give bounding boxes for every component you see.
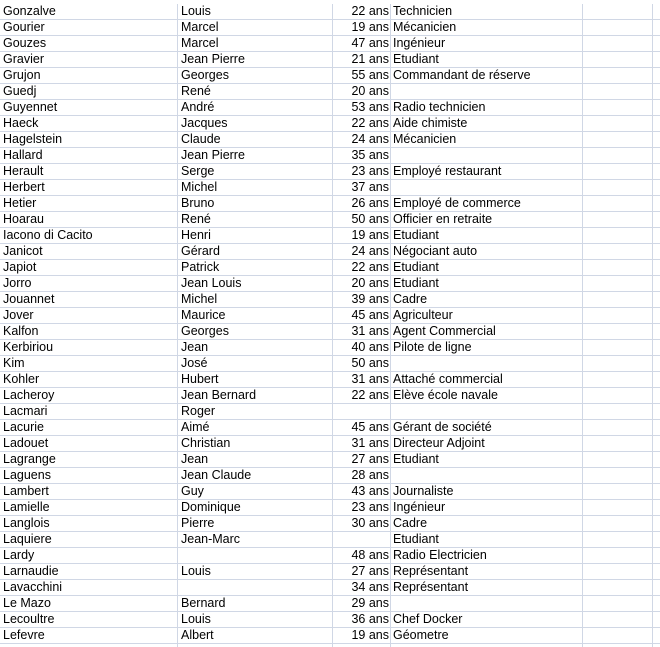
table-row (0, 228, 660, 244)
cell-prenom[interactable]: René (181, 212, 211, 226)
table-row (0, 196, 660, 212)
cell-nom[interactable]: Lefevre (3, 628, 45, 642)
cell-profession[interactable] (393, 148, 581, 163)
cell-nom[interactable]: Guedj (3, 84, 37, 98)
cell-prenom[interactable]: Jean-Marc (181, 532, 241, 546)
table-row (0, 372, 660, 388)
cell-nom[interactable]: Gonzalve (3, 4, 56, 18)
cell-prenom[interactable]: Christian (181, 436, 231, 450)
cell-age[interactable]: 21 ans (351, 52, 389, 66)
cell-age[interactable]: 22 ans (351, 4, 389, 18)
table-row (0, 276, 660, 292)
cell-age[interactable]: 39 ans (351, 292, 389, 306)
cell-prenom[interactable] (181, 580, 331, 595)
cell-nom[interactable]: Langlois (3, 516, 50, 530)
cell-prenom[interactable]: Louis (181, 564, 211, 578)
cell-profession[interactable]: Etudiant (393, 260, 439, 274)
cell-profession[interactable] (393, 596, 581, 611)
table-row (0, 564, 660, 580)
cell-nom[interactable]: Lambert (3, 484, 49, 498)
cell-nom[interactable]: Lardy (3, 548, 35, 562)
table-row (0, 116, 660, 132)
cell-prenom[interactable]: Georges (181, 324, 229, 338)
cell-nom[interactable]: Lacheroy (3, 388, 55, 402)
cell-nom[interactable]: Le Mazo (3, 596, 51, 610)
cell-nom[interactable]: Laquiere (3, 532, 52, 546)
cell-nom[interactable]: Lagrange (3, 452, 56, 466)
cell-profession[interactable]: Directeur Adjoint (393, 436, 485, 450)
cell-age[interactable]: 19 ans (351, 628, 389, 642)
cell-nom[interactable]: Herault (3, 164, 44, 178)
cell-profession[interactable]: Cadre (393, 292, 428, 306)
cell-age[interactable]: 50 ans (351, 356, 389, 370)
spreadsheet-grid (0, 4, 660, 647)
cell-age[interactable]: 53 ans (351, 100, 389, 114)
cell-profession[interactable]: Représentant (393, 580, 469, 594)
cell-nom[interactable]: Kim (3, 356, 25, 370)
cell-profession[interactable]: Ingénieur (393, 500, 446, 514)
cell-nom[interactable]: Kalfon (3, 324, 39, 338)
cell-profession[interactable]: Cadre (393, 516, 428, 530)
table-row (0, 532, 660, 548)
cell-prenom[interactable]: Albert (181, 628, 214, 642)
cell-prenom[interactable]: Jean (181, 452, 209, 466)
cell-age[interactable]: 19 ans (351, 228, 389, 242)
table-row (0, 628, 660, 644)
table-row (0, 436, 660, 452)
cell-profession[interactable]: Négociant auto (393, 244, 478, 258)
cell-nom[interactable]: Guyennet (3, 100, 58, 114)
cell-profession[interactable] (393, 180, 581, 195)
cell-prenom[interactable]: Jean Bernard (181, 388, 257, 402)
cell-nom[interactable]: Haeck (3, 116, 39, 130)
cell-age[interactable]: 45 ans (351, 420, 389, 434)
table-row (0, 596, 660, 612)
table-row (0, 180, 660, 196)
cell-age[interactable]: 22 ans (351, 388, 389, 402)
cell-nom[interactable]: Japiot (3, 260, 37, 274)
cell-prenom[interactable]: Jean Pierre (181, 52, 245, 66)
table-row (0, 52, 660, 68)
cell-prenom[interactable] (181, 548, 331, 563)
cell-profession[interactable]: Etudiant (393, 228, 439, 242)
cell-age[interactable]: 27 ans (351, 452, 389, 466)
cell-prenom[interactable]: Marcel (181, 36, 219, 50)
cell-nom[interactable]: Jover (3, 308, 34, 322)
cell-nom[interactable]: Lacmari (3, 404, 48, 418)
cell-age[interactable]: 47 ans (351, 36, 389, 50)
cell-age[interactable]: 27 ans (351, 564, 389, 578)
cell-prenom[interactable]: Claude (181, 132, 221, 146)
cell-profession[interactable]: Gérant de société (393, 420, 492, 434)
table-row (0, 84, 660, 100)
cell-nom[interactable]: Janicot (3, 244, 43, 258)
table-row (0, 260, 660, 276)
cell-nom[interactable]: Lavacchini (3, 580, 63, 594)
cell-prenom[interactable]: Roger (181, 404, 216, 418)
cell-age[interactable]: 20 ans (351, 84, 389, 98)
cell-age[interactable]: 48 ans (351, 548, 389, 562)
cell-age[interactable]: 24 ans (351, 244, 389, 258)
table-row (0, 484, 660, 500)
cell-profession[interactable] (393, 84, 581, 99)
table-row (0, 580, 660, 596)
table-row (0, 148, 660, 164)
table-row (0, 308, 660, 324)
cell-age[interactable]: 31 ans (351, 436, 389, 450)
table-row (0, 500, 660, 516)
cell-age[interactable]: 55 ans (351, 68, 389, 82)
cell-profession[interactable]: Employé de commerce (393, 196, 521, 210)
cell-prenom[interactable]: Jacques (181, 116, 228, 130)
cell-age[interactable] (336, 404, 389, 419)
cell-profession[interactable] (393, 404, 581, 419)
table-row (0, 612, 660, 628)
table-row (0, 4, 660, 20)
cell-profession[interactable]: Employé restaurant (393, 164, 502, 178)
cell-age[interactable]: 31 ans (351, 324, 389, 338)
cell-profession[interactable] (393, 468, 581, 483)
cell-profession[interactable]: Géometre (393, 628, 449, 642)
cell-age[interactable]: 37 ans (351, 180, 389, 194)
cell-profession[interactable]: Officier en retraite (393, 212, 493, 226)
cell-profession[interactable]: Etudiant (393, 52, 439, 66)
cell-age[interactable]: 24 ans (351, 132, 389, 146)
cell-age[interactable]: 19 ans (351, 20, 389, 34)
cell-age[interactable]: 20 ans (351, 276, 389, 290)
cell-nom[interactable]: Jorro (3, 276, 32, 290)
table-row (0, 244, 660, 260)
cell-profession[interactable]: Agriculteur (393, 308, 453, 322)
cell-prenom[interactable]: Marcel (181, 20, 219, 34)
cell-nom[interactable]: Kerbiriou (3, 340, 54, 354)
cell-prenom[interactable]: Dominique (181, 500, 241, 514)
cell-profession[interactable]: Radio technicien (393, 100, 486, 114)
cell-prenom[interactable]: Michel (181, 292, 218, 306)
cell-prenom[interactable]: Bruno (181, 196, 215, 210)
cell-profession[interactable]: Chef Docker (393, 612, 463, 626)
cell-nom[interactable]: Lecoultre (3, 612, 55, 626)
table-row (0, 516, 660, 532)
cell-nom[interactable]: Laguens (3, 468, 51, 482)
cell-profession[interactable]: Mécanicien (393, 132, 457, 146)
cell-profession[interactable]: Technicien (393, 4, 453, 18)
cell-nom[interactable]: Gourier (3, 20, 45, 34)
table-row (0, 324, 660, 340)
table-row (0, 452, 660, 468)
table-row (0, 68, 660, 84)
table-row (0, 420, 660, 436)
cell-profession[interactable]: Etudiant (393, 532, 439, 546)
cell-prenom[interactable]: Serge (181, 164, 215, 178)
cell-prenom[interactable]: Pierre (181, 516, 215, 530)
table-row (0, 404, 660, 420)
cell-age[interactable]: 36 ans (351, 612, 389, 626)
cell-nom[interactable]: Jouannet (3, 292, 55, 306)
cell-profession[interactable]: Ingénieur (393, 36, 446, 50)
cell-prenom[interactable]: André (181, 100, 215, 114)
cell-prenom[interactable]: René (181, 84, 211, 98)
cell-prenom[interactable]: José (181, 356, 208, 370)
cell-profession[interactable]: Journaliste (393, 484, 454, 498)
cell-age[interactable]: 35 ans (351, 148, 389, 162)
cell-age[interactable]: 30 ans (351, 516, 389, 530)
cell-nom[interactable]: Gouzes (3, 36, 47, 50)
table-row (0, 468, 660, 484)
cell-profession[interactable]: Elève école navale (393, 388, 498, 402)
cell-profession[interactable]: Représentant (393, 564, 469, 578)
cell-age[interactable]: 22 ans (351, 260, 389, 274)
cell-age[interactable]: 23 ans (351, 164, 389, 178)
cell-nom[interactable]: Hallard (3, 148, 43, 162)
cell-age[interactable]: 34 ans (351, 580, 389, 594)
cell-age[interactable]: 45 ans (351, 308, 389, 322)
cell-profession[interactable]: Agent Commercial (393, 324, 496, 338)
cell-nom[interactable]: Lamielle (3, 500, 50, 514)
table-row (0, 292, 660, 308)
cell-prenom[interactable]: Bernard (181, 596, 226, 610)
table-row (0, 548, 660, 564)
cell-nom[interactable]: Grujon (3, 68, 41, 82)
cell-profession[interactable]: Etudiant (393, 452, 439, 466)
cell-nom[interactable]: Herbert (3, 180, 45, 194)
cell-age[interactable]: 26 ans (351, 196, 389, 210)
cell-prenom[interactable]: Aimé (181, 420, 210, 434)
cell-profession[interactable] (393, 356, 581, 371)
cell-age[interactable]: 40 ans (351, 340, 389, 354)
cell-age[interactable]: 22 ans (351, 116, 389, 130)
cell-age[interactable]: 50 ans (351, 212, 389, 226)
cell-prenom[interactable]: Maurice (181, 308, 226, 322)
cell-nom[interactable]: Hoarau (3, 212, 44, 226)
cell-nom[interactable]: Larnaudie (3, 564, 59, 578)
cell-prenom[interactable]: Hubert (181, 372, 219, 386)
cell-profession[interactable]: Pilote de ligne (393, 340, 472, 354)
cell-profession[interactable]: Attaché commercial (393, 372, 503, 386)
cell-prenom[interactable]: Gérard (181, 244, 220, 258)
cell-age[interactable]: 43 ans (351, 484, 389, 498)
cell-nom[interactable]: Lacurie (3, 420, 44, 434)
cell-nom[interactable]: Iacono di Cacito (3, 228, 93, 242)
cell-prenom[interactable]: Louis (181, 4, 211, 18)
cell-profession[interactable]: Etudiant (393, 276, 439, 290)
cell-profession[interactable]: Mécanicien (393, 20, 457, 34)
cell-prenom[interactable]: Patrick (181, 260, 220, 274)
table-row (0, 36, 660, 52)
table-row (0, 100, 660, 116)
cell-age[interactable]: 29 ans (351, 596, 389, 610)
cell-age[interactable]: 31 ans (351, 372, 389, 386)
table-row (0, 132, 660, 148)
cell-profession[interactable]: Commandant de réserve (393, 68, 531, 82)
cell-prenom[interactable]: Jean Louis (181, 276, 242, 290)
cell-age[interactable] (336, 532, 389, 547)
cell-prenom[interactable]: Michel (181, 180, 218, 194)
cell-prenom[interactable]: Jean Pierre (181, 148, 245, 162)
table-row (0, 340, 660, 356)
cell-nom[interactable]: Gravier (3, 52, 44, 66)
cell-age[interactable]: 28 ans (351, 468, 389, 482)
cell-nom[interactable]: Hagelstein (3, 132, 63, 146)
cell-profession[interactable]: Aide chimiste (393, 116, 468, 130)
cell-prenom[interactable]: Henri (181, 228, 211, 242)
table-row (0, 20, 660, 36)
cell-nom[interactable]: Ladouet (3, 436, 49, 450)
table-row (0, 212, 660, 228)
cell-nom[interactable]: Kohler (3, 372, 40, 386)
cell-age[interactable]: 23 ans (351, 500, 389, 514)
cell-prenom[interactable]: Guy (181, 484, 204, 498)
cell-prenom[interactable]: Jean Claude (181, 468, 252, 482)
cell-nom[interactable]: Hetier (3, 196, 37, 210)
cell-prenom[interactable]: Georges (181, 68, 229, 82)
table-row (0, 164, 660, 180)
table-row (0, 356, 660, 372)
cell-profession[interactable]: Radio Electricien (393, 548, 487, 562)
table-row (0, 388, 660, 404)
cell-prenom[interactable]: Louis (181, 612, 211, 626)
cell-prenom[interactable]: Jean (181, 340, 209, 354)
